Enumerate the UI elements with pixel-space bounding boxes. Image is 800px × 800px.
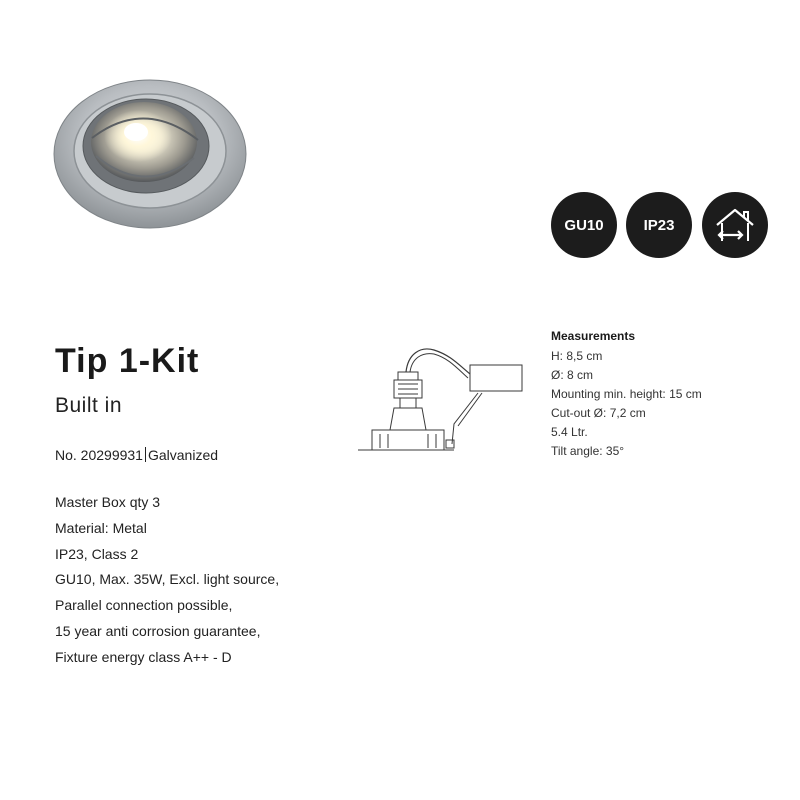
measurement-item: 5.4 Ltr.: [551, 425, 588, 439]
gu10-badge: [551, 192, 617, 258]
item-number: [55, 447, 218, 462]
house-tilt-icon: [711, 201, 759, 249]
technical-drawing: [358, 340, 538, 458]
separator: [145, 447, 146, 462]
spec-item: IP23, Class 2: [55, 545, 139, 562]
finish-text: Galvanized: [147, 447, 219, 463]
spec-item: GU10, Max. 35W, Excl. light source,: [55, 571, 280, 588]
product-title: Tip 1-Kit: [55, 342, 200, 380]
spec-item: Material: Metal: [55, 519, 147, 536]
product-photo: [52, 78, 248, 230]
product-subtitle: Built in: [55, 394, 123, 417]
measurement-item: Ø: 8 cm: [551, 368, 594, 382]
measurement-item: H: 8,5 cm: [551, 349, 603, 363]
measurements-list: [551, 347, 702, 461]
ip23-badge-label: IP23: [643, 216, 675, 234]
gu10-badge-label: GU10: [564, 216, 604, 234]
ip23-badge: [626, 192, 692, 258]
measurement-item: Cut-out Ø: 7,2 cm: [551, 406, 646, 420]
spec-item: 15 year anti corrosion guarantee,: [55, 622, 261, 639]
spec-list: [55, 490, 279, 671]
spec-item: Master Box qty 3: [55, 494, 161, 510]
house-tilt-badge: [702, 192, 768, 258]
measurement-item: Tilt angle: 35°: [551, 444, 625, 458]
measurements-heading: Measurements: [551, 329, 636, 343]
spec-item: Parallel connection possible,: [55, 597, 233, 614]
spec-item: Fixture energy class A++ - D: [55, 648, 232, 665]
measurement-item: Mounting min. height: 15 cm: [551, 387, 702, 401]
item-number-text: No. 20299931: [55, 447, 143, 463]
